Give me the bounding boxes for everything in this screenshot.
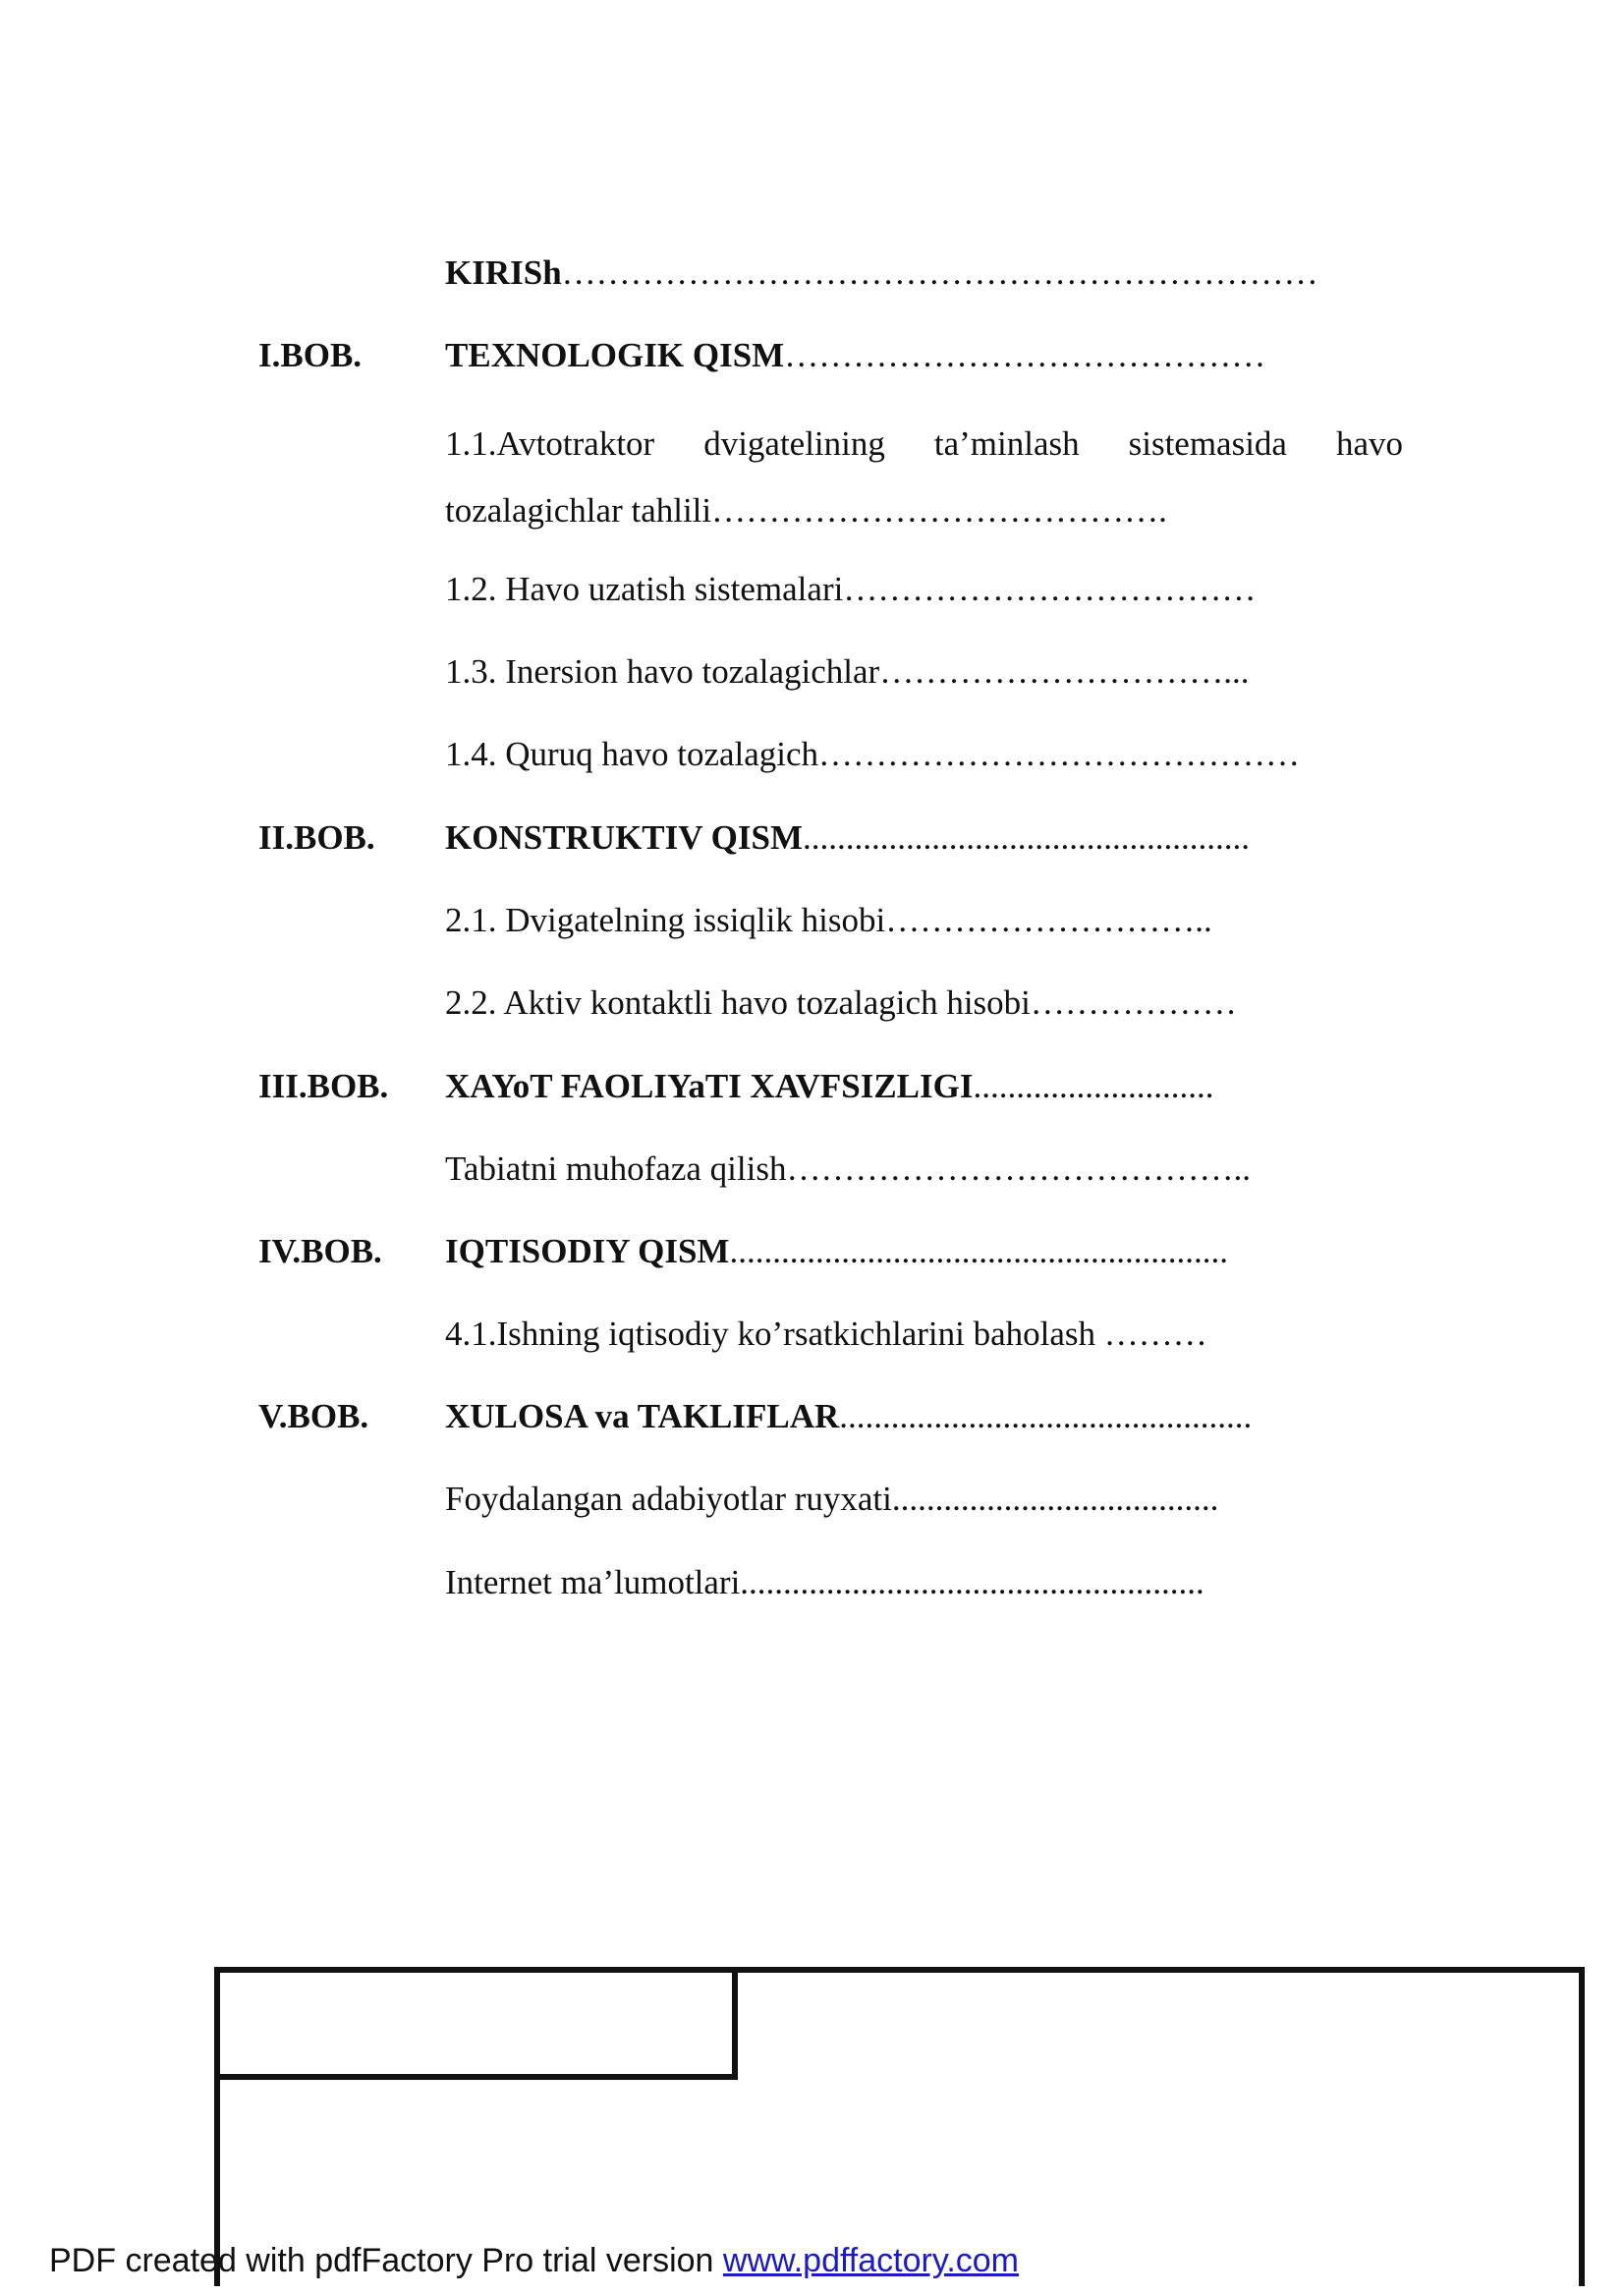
pdf-footer: [49, 2242, 1019, 2280]
dot-leader: ................................................: [839, 1397, 1253, 1435]
section-title: Tabiatni muhofaza qilish…………………………………..: [445, 1149, 1251, 1188]
section-title: 1.4. Quruq havo tozalagich……………………………………: [445, 735, 1301, 773]
chapter-title: KONSTRUKTIV QISM....................................................: [445, 818, 1251, 857]
chapter-label: II.BOB.: [258, 818, 375, 857]
toc-entry-intro: KIRISh…………………………………………………………: [445, 253, 1318, 292]
chapter-label: III.BOB.: [258, 1067, 389, 1105]
chapter-title: XAYoT FAOLIYaTI XAVFSIZLIGI............................: [445, 1067, 1214, 1105]
title-block-cell: [214, 1967, 738, 2080]
chapter-label: I.BOB.: [258, 336, 363, 374]
chapter-title: TEXNOLOGIK QISM……………………………………: [445, 336, 1266, 374]
section-title: 1.3. Inersion havo tozalagichlar…………………………...: [445, 652, 1250, 691]
dot-leader: ..........................................................: [729, 1232, 1228, 1270]
section-title: Internet ma’lumotlari......................................................: [445, 1563, 1204, 1601]
footer-text: PDF created with pdfFactory Pro trial version: [49, 2242, 723, 2279]
dot-leader: ............................: [973, 1067, 1214, 1105]
dot-leader: …………………………………………………………: [561, 253, 1318, 292]
section-title: 1.2. Havo uzatish sistemalari………………………………: [445, 570, 1257, 608]
dot-leader: ……………………………………: [784, 336, 1266, 374]
section-title: 4.1.Ishning iqtisodiy ko’rsatkichlarini baholash ………: [445, 1315, 1207, 1353]
chapter-label: IV.BOB.: [258, 1232, 382, 1270]
footer-link[interactable]: www.pdffactory.com: [722, 2242, 1019, 2279]
section-title: 2.1. Dvigatelning issiqlik hisobi………………………..: [445, 901, 1212, 939]
chapter-title: XULOSA va TAKLIFLAR................................................: [445, 1397, 1253, 1435]
section-title: 2.2. Aktiv kontaktli havo tozalagich hisobi………………: [445, 983, 1237, 1022]
chapter-label: V.BOB.: [258, 1397, 369, 1435]
dot-leader: ....................................................: [803, 818, 1251, 857]
section-title: Foydalangan adabiyotlar ruyxati......................................: [445, 1480, 1219, 1518]
section-title: 1.1.Avtotraktor dvigatelining ta’minlash sistemasida havo tozalagichlar tahlili………………………………….: [445, 424, 1403, 530]
chapter-title: IQTISODIY QISM..........................................................: [445, 1232, 1228, 1270]
